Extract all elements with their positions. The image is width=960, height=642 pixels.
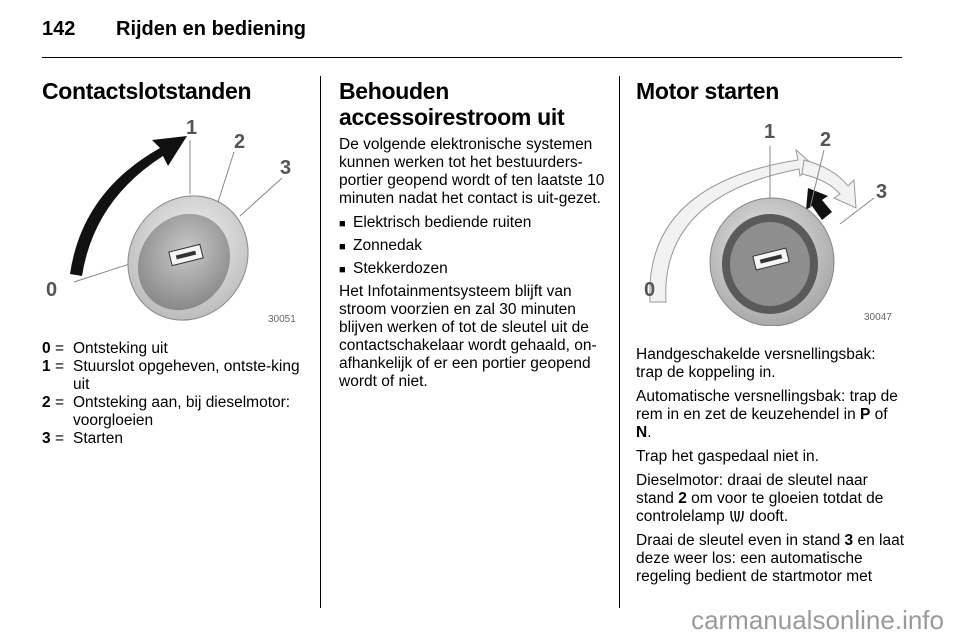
svg-text:1: 1 (764, 121, 776, 143)
paragraph-start: Draai de sleutel even in stand 3 en laat deze weer los: een automatische regeling bedient de startmotor met (636, 532, 905, 585)
bullet-icon: ■ (339, 241, 346, 253)
paragraph-automatic: Automatische versnellingsbak: trap de rem in en zet de keuzehendel in P of N. (636, 388, 898, 441)
svg-text:3: 3 (876, 181, 888, 203)
systems-list (339, 214, 607, 278)
legend-item: 1 = Stuurslot opgeheven, ontste-king uit (42, 358, 300, 393)
list-item: ■ Zonnedak (339, 237, 422, 254)
column-divider (320, 76, 321, 608)
position-label-2: 2 (234, 131, 246, 153)
start-figure (636, 112, 898, 326)
svg-text:0: 0 (644, 279, 656, 301)
section-heading: Contactslotstanden (42, 78, 252, 104)
figure-code: 30047 (864, 312, 892, 323)
glow-plug-icon (729, 509, 745, 523)
column-accessory-power (339, 74, 607, 397)
page-header (42, 18, 902, 58)
section-heading: Motor starten (636, 78, 780, 104)
section-heading: Behouden accessoirestroom uit (339, 78, 565, 130)
legend-item: 3 = Starten (42, 430, 123, 447)
legend-list (42, 340, 304, 448)
list-item: ■ Elektrisch bediende ruiten (339, 214, 532, 231)
page-number: 142 (42, 18, 76, 40)
figure-code: 30051 (268, 314, 296, 325)
legend-item: 2 = Ontsteking aan, bij dieselmotor: voorgloeien (42, 394, 291, 429)
watermark: carmanualsonline.info (691, 605, 944, 635)
bullet-icon: ■ (339, 218, 346, 230)
outro-paragraph: Het Infotainmentsysteem blijft van stroom voorzien en zal 30 minuten blijven werken of tot de sleutel uit de contactschakelaar wordt gehaald, on-afhankelijk of er een portier geopend wordt of niet. (339, 283, 597, 390)
position-label-1: 1 (186, 117, 198, 139)
bullet-icon: ■ (339, 264, 346, 276)
ignition-figure (42, 112, 304, 326)
paragraph-diesel: Dieselmotor: draai de sleutel naar stand 2 om voor te gloeien totdat de controlelamp dooft. (636, 472, 884, 525)
list-item: ■ Stekkerdozen (339, 260, 448, 277)
ignition-switch-illustration (42, 112, 304, 326)
header-rule (42, 57, 902, 58)
svg-text:2: 2 (820, 129, 832, 151)
chapter-title: Rijden en bediening (116, 18, 307, 40)
intro-paragraph: De volgende elektronische systemen kunnen werken tot het bestuurders-portier geopend wordt of ten laatste 10 minuten nadat het contact is uit-gezet. (339, 136, 605, 207)
position-label-3: 3 (280, 157, 292, 179)
column-ignition-positions (42, 74, 304, 448)
engine-start-illustration (636, 112, 898, 326)
position-label-0: 0 (46, 279, 58, 301)
paragraph-manual: Handgeschakelde versnellingsbak: trap de koppeling in. (636, 346, 876, 381)
column-divider (619, 76, 620, 608)
paragraph-accelerator: Trap het gaspedaal niet in. (636, 448, 819, 465)
column-engine-start (636, 74, 904, 592)
legend-item: 0 = Ontsteking uit (42, 340, 168, 357)
